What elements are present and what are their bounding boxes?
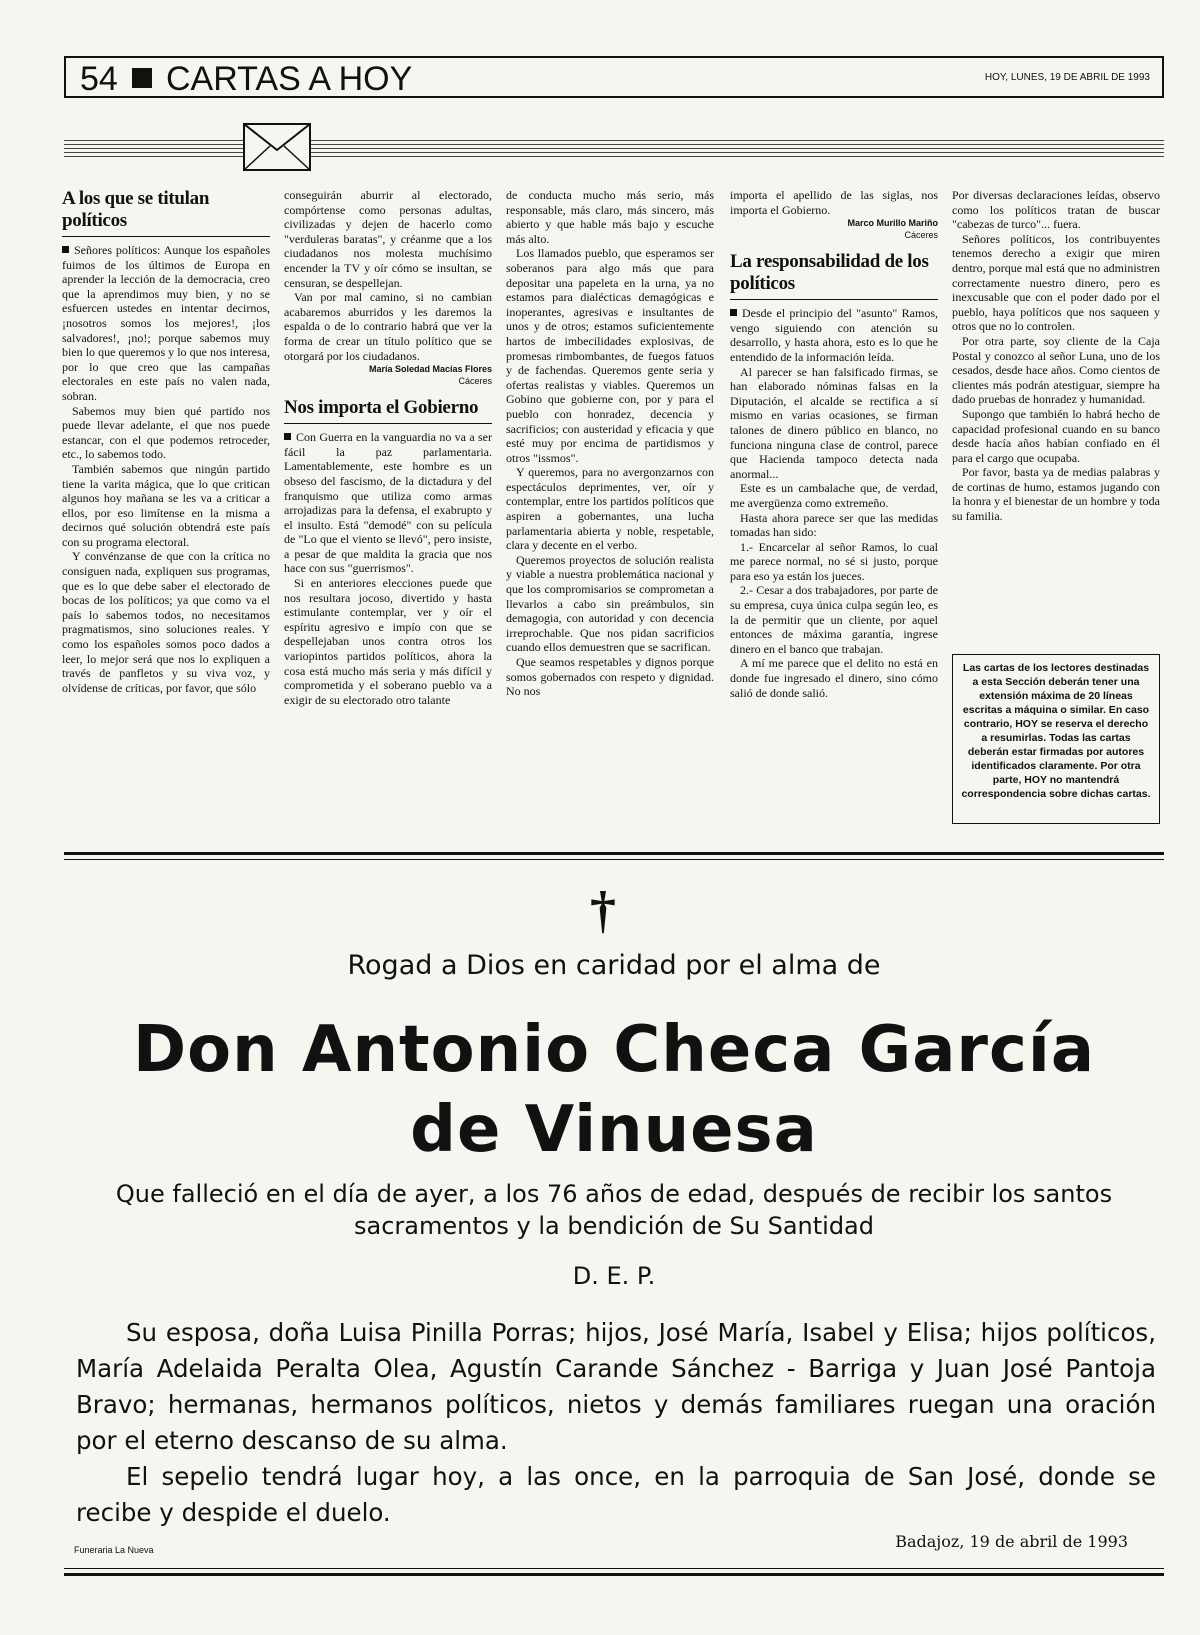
- header-date: HOY, LUNES, 19 DE ABRIL DE 1993: [984, 72, 1150, 83]
- letter-paragraph: Y queremos, para no avergonzarnos con espectáculos deprimentes, ver, oír y contemplar, entre los partidos políticos que aspiren a gobernantes, una lucha parlamentaria abierta y noble, respetable, clara y decente en el verbo.: [506, 465, 714, 553]
- letter-title: Nos importa el Gobierno: [284, 397, 492, 424]
- letter-paragraph: Los llamados pueblo, que esperamos ser soberanos para algo más que para depositar una papeleta en la urna, ya no estamos para dialécticas demagógicas e inoperantes, agresivas e insultantes de unos y de otros; estamos suficientemente hartos de imbecilidades explosivas, de promesas rimbombantes, de fuegos fatuos y de fachendas. Queremos gente seria y ofertas realistas y viables. Queremos un Gobino que gobierne con, por y para el pueblo con honradez, decencia y sacrificios; con austeridad y eficacia y que esté muy por encima de partidismos y otros "issmos".: [506, 246, 714, 465]
- letter-city: Cáceres: [904, 230, 938, 241]
- obituary-burial-text: El sepelio tendrá lugar hoy, a las once, en la parroquia de San José, donde se recibe y despide el duelo.: [76, 1462, 1156, 1527]
- letter-title: La responsabilidad de los políticos: [730, 251, 938, 300]
- letter-paragraph: Y convénzanse de que con la crítica no consiguen nada, expliquen sus programas, que es lo que debe saber el electorado de bocas de los políticos; ya que como va el país lo sabemos todos, no necesitamos pragmatismos, sino soluciones reales. Y como los españoles somos poco dados a leer, lo mejor será que nos lo expliquen a través de panfletos y su viva voz, y olvídense de críticas, por favor, que sólo: [62, 549, 270, 695]
- letter-column-3: [506, 188, 714, 699]
- letter-paragraph: Queremos proyectos de solución realista y viable a nuestra problemática nacional y que los compromisarios se comprometan a llevarlos a cabo sin preámbulos, sin demagogia, con autoridad y con decencia irreprochable. Que nos pidan sacrificios cuando ellos demuestren que se sacrifican.: [506, 552, 714, 655]
- page-number: 54: [80, 60, 118, 98]
- letter-paragraph: Señores políticos: Aunque los españoles fuimos de los últimos de Europa en aprender la lección de la democracia, creo que la aprendimos muy bien, y no se esfuercen ustedes en intentar decirnos, ¡nosotros somos los mejores!, ¡los salvadores!, ¡no!; porque sabemos muy bien lo que queremos y lo que nos interesa, por lo que creo que las campañas electorales en este país no valen nada, sobran.: [62, 243, 270, 403]
- letter-title: A los que se titulan políticos: [62, 188, 270, 237]
- obituary-place-date: Badajoz, 19 de abril de 1993: [895, 1532, 1128, 1551]
- page-header: [64, 56, 1164, 98]
- letter-signature: Marco Murillo Mariño: [847, 218, 938, 229]
- letter-paragraph: Señores políticos, los contribuyentes tenemos derecho a exigir que miren dentro, porque mal está que no administren correctamente nuestro dinero, pero es inexcusable que con el poder dado por el pueblo, haya políticos que nos saqueen y otros que no lo controlen.: [952, 231, 1160, 334]
- letter-paragraph: También sabemos que ningún partido tiene la varita mágica, que lo que critican algunos hoy mañana se les va a criticar a ellos, por eso limítense en la misma a decirnos qué solución obtendrá este país con su programa electoral.: [62, 461, 270, 549]
- letter-paragraph: Por favor, basta ya de medias palabras y de cortinas de humo, estamos jugando con la honra y el bienestar de un hombre y toda su familia.: [952, 465, 1160, 524]
- letter-paragraph: Por diversas declaraciones leídas, observo como los políticos tratan de buscar "cabezas de turco"... fuera.: [952, 188, 1160, 232]
- section-ornament: [64, 118, 1164, 188]
- obituary-dep: D. E. P.: [572, 1262, 656, 1290]
- section-title: CARTAS A HOY: [166, 60, 413, 98]
- letter-city: Cáceres: [458, 376, 492, 387]
- square-bullet-icon: [132, 68, 152, 88]
- obituary-bottom-border: [64, 1568, 1164, 1576]
- letter-paragraph: de conducta mucho más serio, más responsable, más claro, más sincero, más abierto y que hable más bajo y escuche más alto.: [506, 188, 714, 246]
- obituary-death-notice: Que falleció en el día de ayer, a los 76 años de edad, después de recibir los santos sacramentos y la bendición de Su Santidad: [115, 1180, 1113, 1240]
- letter-column-5: [952, 188, 1160, 524]
- square-bullet-icon: [730, 309, 737, 316]
- obituary-top-border: [64, 852, 1164, 860]
- letter-column-2: [284, 188, 492, 707]
- letter-paragraph: A mí me parece que el delito no está en donde fue ingresado el dinero, sino cómo salió de donde salió.: [730, 656, 938, 700]
- letter-column-1: [62, 188, 270, 695]
- deceased-name-continued: de Vinuesa: [410, 1093, 818, 1167]
- letter-paragraph: Supongo que también lo habrá hecho de capacidad profesional cuando en su banco desde hacía años habían confiado en él para el cargo que ocupaba.: [952, 406, 1160, 465]
- obituary-intro: Rogad a Dios en caridad por el alma de: [347, 950, 881, 981]
- letter-paragraph: 2.- Cesar a dos trabajadores, por parte de su empresa, cuya única culpa según leo, es la de permitir que un cliente, por aquel entonces de máxima garantía, ingrese dinero en el banco que trabajan.: [730, 583, 938, 656]
- letters-policy-box: Las cartas de los lectores destinadas a esta Sección deberán tener una extensión máxima de 20 líneas escritas a máquina o similar. En caso contrario, HOY se reserva el derecho a resumirlas. Todas las cartas deberán estar firmadas por autores identificados claramente. Por otra parte, HOY no mantendrá correspondencia sobre dichas cartas.: [952, 654, 1160, 824]
- letter-paragraph: importa el apellido de las siglas, nos importa el Gobierno.: [730, 188, 938, 217]
- deceased-name: Don Antonio Checa García: [132, 1013, 1096, 1087]
- square-bullet-icon: [62, 246, 69, 253]
- letter-signature: María Soledad Macías Flores: [368, 364, 492, 375]
- letter-paragraph: 1.- Encarcelar al señor Ramos, lo cual me parece normal, no sé si justo, porque para eso ya están los jueces.: [730, 539, 938, 583]
- obituary-family: [76, 1315, 1156, 1531]
- letter-paragraph: Por otra parte, soy cliente de la Caja Postal y conozco al señor Luna, uno de los cesados, desde hace años. Como cientos de clientes más podrán atestiguar, siempre ha dado pruebas de honradez y humanidad.: [952, 333, 1160, 407]
- cross-icon: †: [590, 882, 616, 939]
- letter-paragraph: Este es un cambalache que, de verdad, me avergüenza como extremeño.: [730, 481, 938, 510]
- letter-paragraph: Al parecer se han falsificado firmas, se han elaborado nóminas falsas en la Diputación, el alcalde se rectifica a sí mismo en varias ocasiones, se firman talones de dinero público en blanco, no funciona ninguna clase de control, parece que Hacienda tampoco detecta nada anormal...: [730, 364, 938, 481]
- letter-paragraph: Que seamos respetables y dignos porque somos gobernados con respeto y dignidad. No nos: [506, 655, 714, 699]
- envelope-icon: [242, 122, 312, 172]
- letter-paragraph: Con Guerra en la vanguardia no va a ser fácil la paz parlamentaria. Lamentablemente, este hombre es un obseso del fascismo, de la dictadura y del franquismo que utiliza como armas arrojadizas para la defensa, el exabrupto y el insulto. Está "demodé" con su película de "Lo que el viento se llevó", pero insiste, a pesar de que maldita la gracia que nos hace con sus "guerrismos".: [284, 430, 492, 576]
- letter-paragraph: Van por mal camino, si no cambian acabaremos aburridos y les daremos la espalda o de lo contrario habrá que ver la forma de crear un título político que se otorgará por los ciudadanos.: [284, 290, 492, 363]
- letter-paragraph: Hasta ahora parece ser que las medidas tomadas han sido:: [730, 510, 938, 540]
- square-bullet-icon: [284, 433, 291, 440]
- funeral-home: Funeraria La Nueva: [74, 1545, 154, 1555]
- letter-paragraph: Sabemos muy bien qué partido nos puede llevar adelante, el que nos puede estancar, con el que podemos retroceder, etc., lo sabemos todo.: [62, 403, 270, 462]
- letter-column-4: [730, 188, 938, 700]
- obituary-family-text: Su esposa, doña Luisa Pinilla Porras; hijos, José María, Isabel y Elisa; hijos políticos, María Adelaida Peralta Olea, Agustín Carande Sánchez - Barriga y Juan José Pantoja Bravo; hermanas, hermanos políticos, nietos y demás familiares ruegan una oración por el eterno descanso de su alma.: [76, 1318, 1156, 1455]
- letter-paragraph: Si en anteriores elecciones puede que nos resultara jocoso, divertido y hasta estimulante contemplar, ver y oír el espíritu agresivo e impío con que se despellejaban unos contra otros los variopintos partidos políticos, ahora la cosa está mucho más seria y más difícil y comprometida y el soberano pueblo va a exigir de su electorado otro talante: [284, 576, 492, 707]
- letter-paragraph: conseguirán aburrir al electorado, compórtense como personas adultas, civilizadas y dejen de hacerlo como "verduleras baratas", y créanme que a los ciudadanos nos molesta muchísimo encender la TV y oír cómo se insultan, se censuran, se despellejan.: [284, 188, 492, 290]
- letter-paragraph: Desde el principio del "asunto" Ramos, vengo siguiendo con atención su desarrollo, y hasta ahora, esto es lo que he entendido de la información leída.: [730, 306, 938, 364]
